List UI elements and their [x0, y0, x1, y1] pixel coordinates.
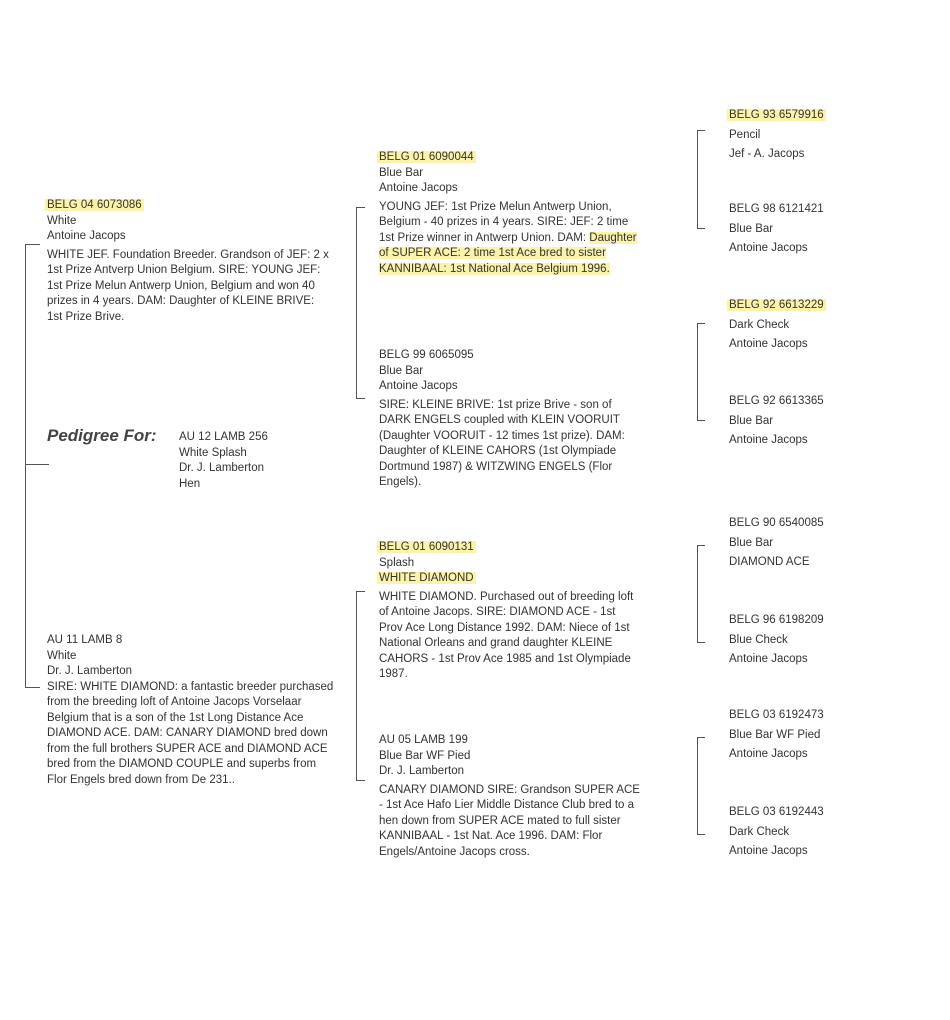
ds-color: Splash: [379, 556, 415, 569]
ggp-block-6: [729, 613, 929, 668]
subject-block: [179, 430, 339, 492]
bracket-main-stub: [25, 464, 49, 465]
dam-block: [47, 633, 335, 788]
ds-name: WHITE DIAMOND: [379, 572, 474, 584]
sire-ring: BELG 04 6073086: [47, 199, 142, 211]
ggp-color: Blue Bar: [729, 536, 774, 549]
bracket-ss: [697, 130, 705, 229]
ggp-block-7: [729, 708, 929, 763]
ggp-color: Blue Bar: [729, 414, 774, 427]
bracket-main: [25, 244, 40, 688]
ggp-block-3: [729, 298, 929, 353]
ggp-block-5: [729, 516, 929, 571]
sd-block: [379, 348, 641, 491]
ggp-ring: BELG 92 6613229: [729, 299, 824, 311]
ggp-breeder: DIAMOND ACE: [729, 556, 810, 568]
ggp-ring: BELG 96 6198209: [729, 614, 824, 626]
ggp-breeder: Antoine Jacops: [729, 653, 808, 665]
ggp-ring: BELG 92 6613365: [729, 395, 824, 407]
sd-ring: BELG 99 6065095: [379, 349, 474, 361]
ggp-color: Blue Check: [729, 633, 788, 646]
subject-color: White Splash: [179, 446, 247, 459]
ds-ring: BELG 01 6090131: [379, 541, 474, 553]
ggp-block-4: [729, 394, 929, 449]
bracket-ds: [697, 545, 705, 643]
pedigree-title: Pedigree For:: [47, 426, 157, 445]
ss-description-a: YOUNG JEF: 1st Prize Melun Antwerp Union, Belgium - 40 prizes in 4 years. SIRE: JEF: 2 time 1st Prize winner in Antwerp Union. DAM:: [379, 200, 629, 244]
ds-description: WHITE DIAMOND. Purchased out of breeding loft of Antoine Jacops. SIRE: DIAMOND ACE - 1st Prov Ace Long Distance 1992. DAM: Niece of 1st National Orleans and grand daughter KLEINE CAHORS - 1st Prov Ace 1985 and 1st Olympiade 1987.: [379, 590, 634, 680]
ggp-ring: BELG 93 6579916: [729, 109, 824, 121]
subject-sex: Hen: [179, 477, 201, 490]
sd-description: SIRE: KLEINE BRIVE: 1st prize Brive - son of DARK ENGELS coupled with KLEIN VOORUIT (Daughter VOORUIT - 12 times 1st prize). DAM: Daughter of KLEINE CAHORS (1st Olympiade Dortmund 1987) & WITZWING ENGELS (Flor Engels).: [379, 398, 625, 488]
sd-color: Blue Bar: [379, 364, 424, 377]
dam-description: SIRE: WHITE DIAMOND: a fantastic breeder purchased from the breeding loft of Antoine Jacops Vorselaar Belgium that is a son of the 1st Long Distance Ace DIAMOND ACE. DAM: CANARY DIAMOND bred down from the full brothers SUPER ACE and DIAMOND ACE bred from the DIAMOND COUPLE and superbs from Flor Engels bred down from De 231..: [47, 680, 334, 786]
bracket-dd: [697, 737, 705, 835]
dd-description: CANARY DIAMOND SIRE: Grandson SUPER ACE - 1st Ace Hafo Lier Middle Distance Club bred to a hen down from SUPER ACE mated to full sister KANNIBAAL - 1st Nat. Ace 1996. DAM: Flor Engels/Antoine Jacops cross.: [379, 783, 640, 858]
ggp-ring: BELG 90 6540085: [729, 517, 824, 529]
ggp-color: Blue Bar WF Pied: [729, 728, 821, 741]
subject-ring: AU 12 LAMB 256: [179, 431, 268, 443]
sd-breeder: Antoine Jacops: [379, 380, 458, 392]
dam-breeder: Dr. J. Lamberton: [47, 665, 133, 677]
ggp-breeder: Antoine Jacops: [729, 748, 808, 760]
ggp-breeder: Antoine Jacops: [729, 338, 808, 350]
sire-description: WHITE JEF. Foundation Breeder. Grandson of JEF: 2 x 1st Prize Antverp Union Belgium. SIRE: YOUNG JEF: 1st Prize Melun Antwerp Union, Belgium and won 40 prizes in 4 years. DAM: Daughter of KLEINE BRIVE: 1st Prize Brive.: [47, 248, 329, 323]
dd-ring: AU 05 LAMB 199: [379, 734, 468, 746]
ggp-breeder: Antoine Jacops: [729, 845, 808, 857]
ggp-color: Pencil: [729, 128, 761, 141]
ss-ring: BELG 01 6090044: [379, 151, 474, 163]
dd-color: Blue Bar WF Pied: [379, 749, 471, 762]
bracket-dam: [356, 591, 365, 781]
ss-color: Blue Bar: [379, 166, 424, 179]
dam-ring: AU 11 LAMB 8: [47, 634, 123, 646]
ggp-block-8: [729, 805, 929, 860]
pedigree-for-label: [47, 428, 157, 447]
ggp-breeder: Antoine Jacops: [729, 434, 808, 446]
ss-breeder: Antoine Jacops: [379, 182, 458, 194]
ggp-block-1: [729, 108, 929, 163]
dd-block: [379, 733, 641, 860]
ggp-color: Dark Check: [729, 318, 790, 331]
ss-description: [379, 200, 641, 278]
sire-block: [47, 198, 332, 325]
ss-block: [379, 150, 641, 277]
bracket-sd: [697, 323, 705, 421]
ggp-ring: BELG 03 6192443: [729, 806, 824, 818]
ggp-ring: BELG 03 6192473: [729, 709, 824, 721]
sire-breeder: Antoine Jacops: [47, 230, 126, 242]
ggp-color: Blue Bar: [729, 222, 774, 235]
ss-description-b: Daughter of SUPER ACE: 2 time 1st Ace bred to sister KANNIBAAL: 1st National Ace Belgium 1996.: [379, 231, 637, 275]
sire-color: White: [47, 214, 77, 227]
ggp-ring: BELG 98 6121421: [729, 203, 824, 215]
dd-breeder: Dr. J. Lamberton: [379, 765, 465, 777]
ds-block: [379, 540, 641, 683]
ggp-breeder: Antoine Jacops: [729, 242, 808, 254]
ggp-breeder: Jef - A. Jacops: [729, 148, 805, 160]
ggp-color: Dark Check: [729, 825, 790, 838]
dam-color: White: [47, 649, 77, 662]
ggp-block-2: [729, 202, 929, 257]
subject-breeder: Dr. J. Lamberton: [179, 462, 265, 474]
bracket-sire: [356, 207, 365, 399]
